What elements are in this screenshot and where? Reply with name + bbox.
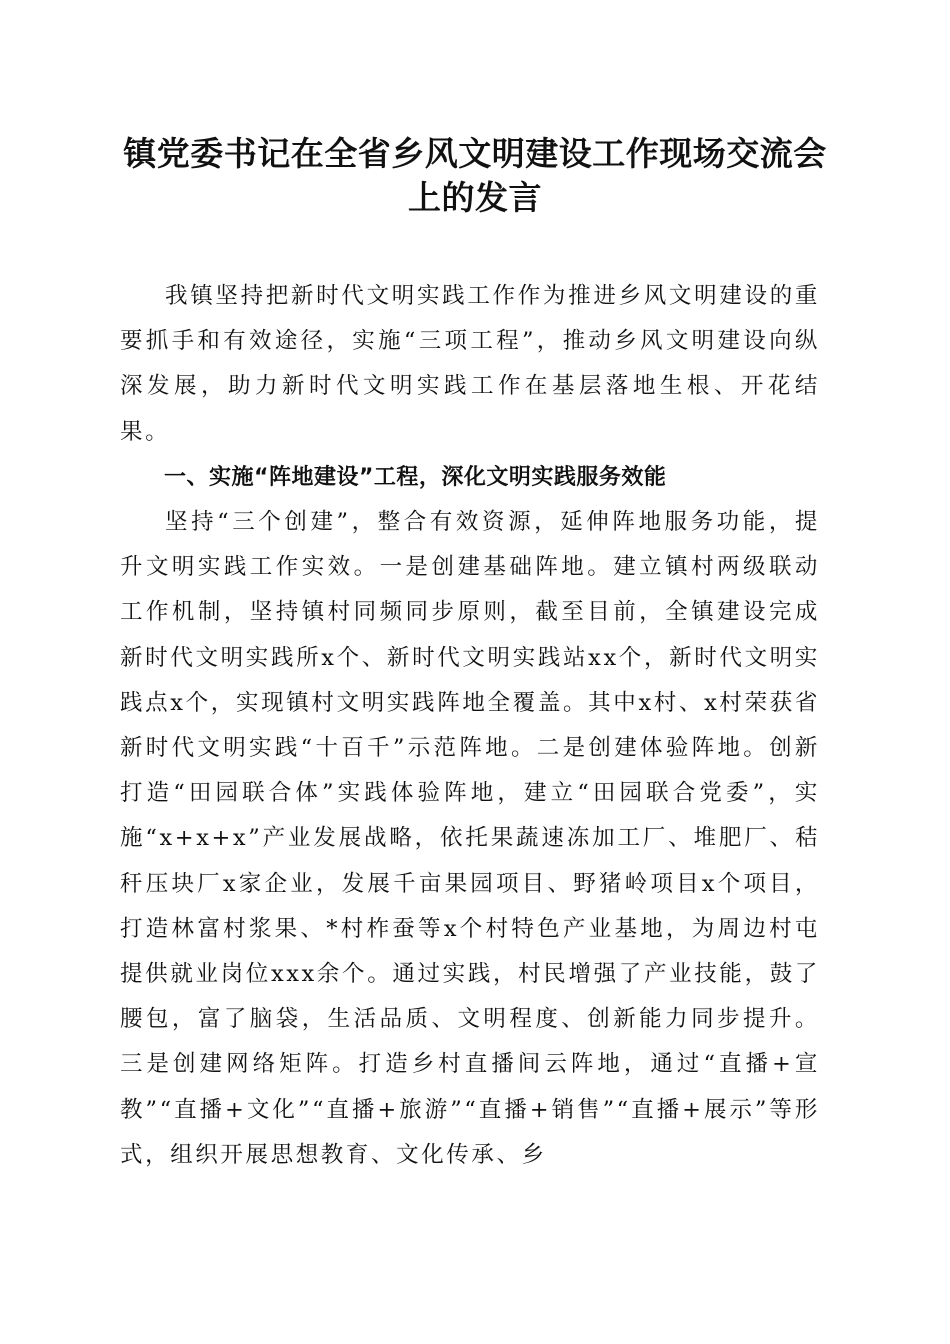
document-title: 镇党委书记在全省乡风文明建设工作现场交流会上的发言	[123, 134, 827, 217]
section-paragraph-1: 坚持“三个创建”，整合有效资源，延伸阵地服务功能，提升文明实践工作实效。一是创建基础阵地。建立镇村两级联动工作机制，坚持镇村同频同步原则，截至目前，全镇建设完成新时代文明实践所x个、新时代文明实践站xx个，新时代文明实践点x个，实现镇村文明实践阵地全覆盖。其中x村、x村荣获省新时代文明实践“十百千”示范阵地。二是创建体验阵地。创新打造“田园联合体”实践体验阵地，建立“田园联合党委”，实施“x+x+x”产业发展战略，依托果蔬速冻加工厂、堆肥厂、秸秆压块厂x家企业，发展千亩果园项目、野猪岭项目x个项目，打造林富村浆果、*村柞蚕等x个村特色产业基地，为周边村屯提供就业岗位xxx余个。通过实践，村民增强了产业技能，鼓了腰包，富了脑袋，生活品质、文明程度、创新能力同步提升。三是创建网络矩阵。打造乡村直播间云阵地，通过“直播+宣教”“直播+文化”“直播+旅游”“直播+销售”“直播+展示”等形式，组织开展思想教育、文化传承、乡	[120, 509, 820, 1168]
document-body	[120, 274, 820, 1178]
section-heading-1: 一、实施“阵地建设”工程，深化文明实践服务效能	[164, 464, 667, 490]
intro-paragraph: 我镇坚持把新时代文明实践工作作为推进乡风文明建设的重要抓手和有效途径，实施“三项工程”，推动乡风文明建设向纵深发展，助力新时代文明实践工作在基层落地生根、开花结果。	[120, 283, 820, 445]
